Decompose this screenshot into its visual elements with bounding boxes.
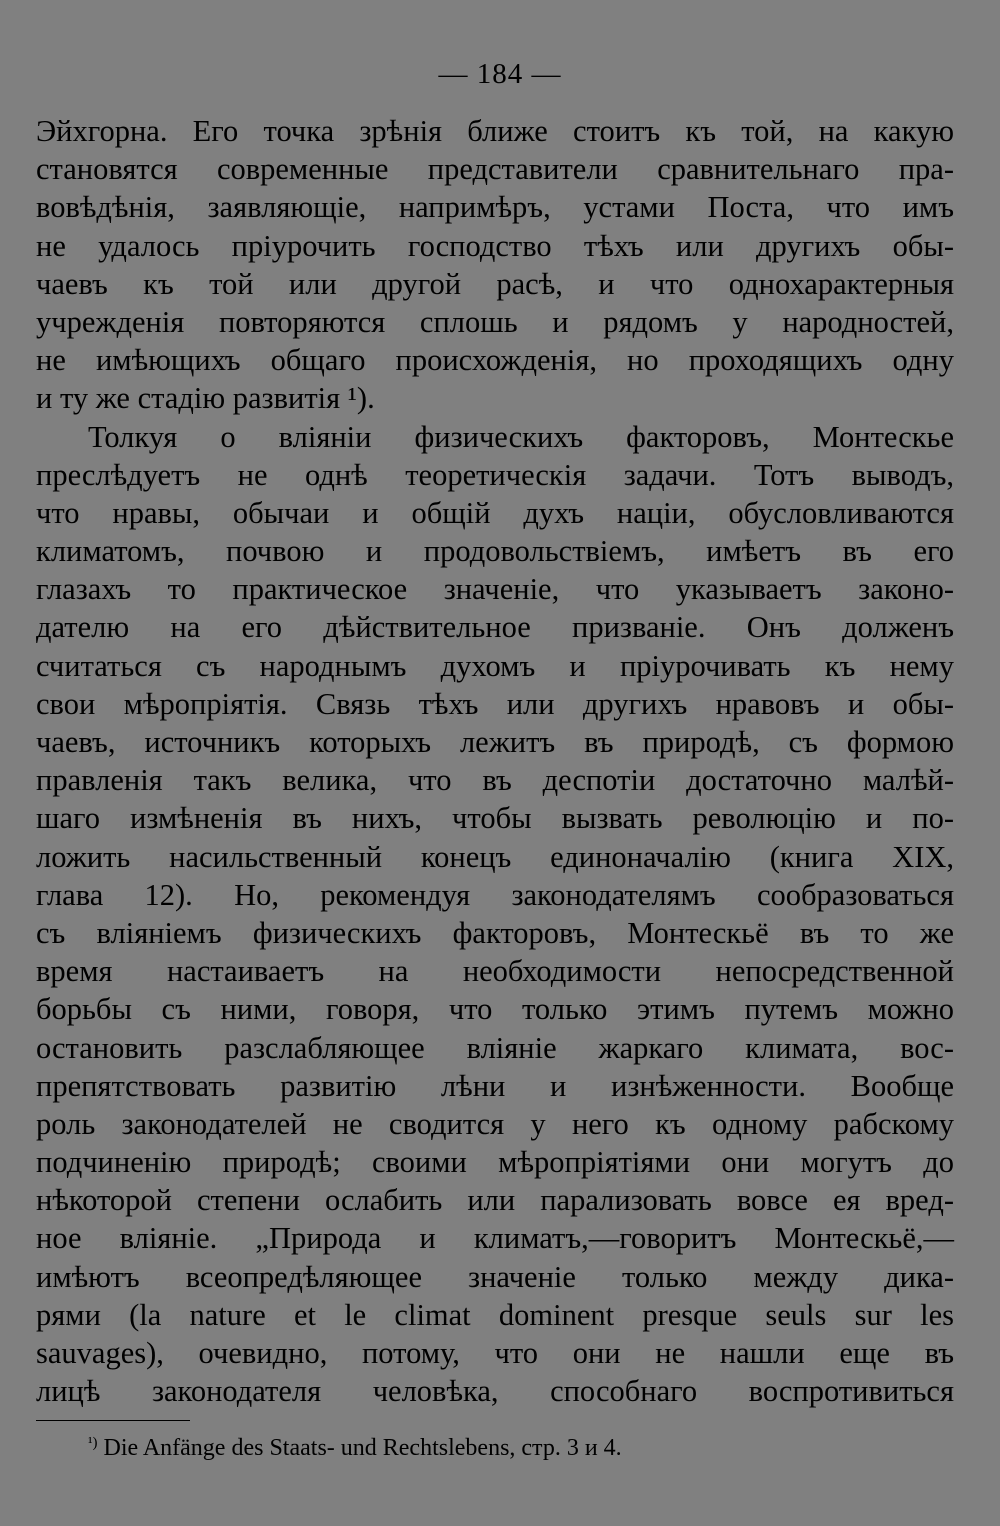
text-line: не имѣющихъ общаго происхожденія, но проходящихъ одну	[36, 343, 954, 378]
text-line: sauvages), очевидно, потому, что они не нашли еще въ	[36, 1336, 954, 1370]
text-line: вовѣдѣнія, заявляющіе, напримѣръ, устами Поста, что имъ	[36, 190, 954, 225]
text-line: чаевъ къ той или другой расѣ, и что однохарактерныя	[36, 266, 954, 301]
text-line: нѣкоторой степени ослабить или парализовать вовсе ея вред-	[36, 1183, 954, 1218]
footnote-divider	[36, 1420, 190, 1421]
text-line: Эйхгорна. Его точка зрѣнія ближе стоитъ къ той, на какую	[36, 114, 954, 148]
footnote-text: Die Anfänge des Staats- und Rechtslebens, стр. 3 и 4.	[103, 1435, 622, 1461]
page-number: — 184 —	[438, 58, 562, 90]
text-line: препятствовать развитію лѣни и изнѣженности. Вообще	[36, 1068, 954, 1103]
text-line: ное вліяніе. „Природа и климатъ,—говоритъ Монтескьё,—	[36, 1221, 954, 1256]
text-line: учрежденія повторяются сплошь и рядомъ у народностей,	[36, 304, 954, 339]
text-line: что нравы, обычаи и общій духъ націи, обусловливаются	[36, 495, 954, 530]
text-line: съ вліяніемъ физическихъ факторовъ, Монтескьё въ то же	[36, 915, 954, 950]
text-line: глава 12). Но, рекомендуя законодателямъ сообразоваться	[36, 877, 954, 912]
text-line: глазахъ то практическое значеніе, что указываетъ законо-	[36, 572, 954, 607]
text-line: становятся современные представители сравнительнаго пра-	[36, 152, 954, 187]
text-line: и ту же стадію развитія ¹).	[36, 381, 375, 416]
text-line: климатомъ, почвою и продовольствіемъ, имѣетъ въ его	[36, 534, 954, 569]
footnote	[88, 1428, 948, 1463]
text-line: свои мѣропріятія. Связь тѣхъ или другихъ нравовъ и обы-	[36, 686, 954, 721]
text-line: считаться съ народнымъ духомъ и пріурочивать къ нему	[36, 648, 954, 683]
text-line: остановить разслабляющее вліяніе жаркаго климата, вос-	[36, 1030, 954, 1065]
text-line: имѣютъ всеопредѣляющее значеніе только между дика-	[36, 1259, 954, 1294]
text-line: борьбы съ ними, говоря, что только этимъ путемъ можно	[36, 992, 954, 1027]
text-line: не удалось пріурочить господство тѣхъ или другихъ обы-	[36, 228, 954, 263]
body-text	[36, 112, 954, 1410]
text-line: дателю на его дѣйствительное призваніе. Онъ долженъ	[36, 610, 954, 645]
text-line: ложить насильственный конецъ единоначалію (книга XIX,	[36, 839, 954, 874]
text-line: шаго измѣненія въ нихъ, чтобы вызвать революцію и по-	[36, 801, 954, 836]
text-line: рями (la nature et le climat dominent presque seuls sur les	[36, 1297, 954, 1332]
text-line: роль законодателей не сводится у него къ одному рабскому	[36, 1106, 954, 1141]
text-line: время настаиваетъ на необходимости непосредственной	[36, 954, 954, 989]
text-line: чаевъ, источникъ которыхъ лежитъ въ природѣ, съ формою	[36, 725, 954, 759]
text-line: правленія такъ велика, что въ деспотіи достаточно малѣй-	[36, 763, 954, 798]
text-line: преслѣдуетъ не однѣ теоретическія задачи. Тотъ выводъ,	[36, 457, 954, 492]
text-line: подчиненію природѣ; своими мѣропріятіями они могутъ до	[36, 1145, 954, 1180]
text-line: лицѣ законодателя человѣка, способнаго воспротивиться	[36, 1374, 954, 1409]
footnote-marker: ¹)	[88, 1435, 98, 1451]
text-line: Толкуя о вліяніи физическихъ факторовъ, Монтескье	[88, 419, 954, 454]
